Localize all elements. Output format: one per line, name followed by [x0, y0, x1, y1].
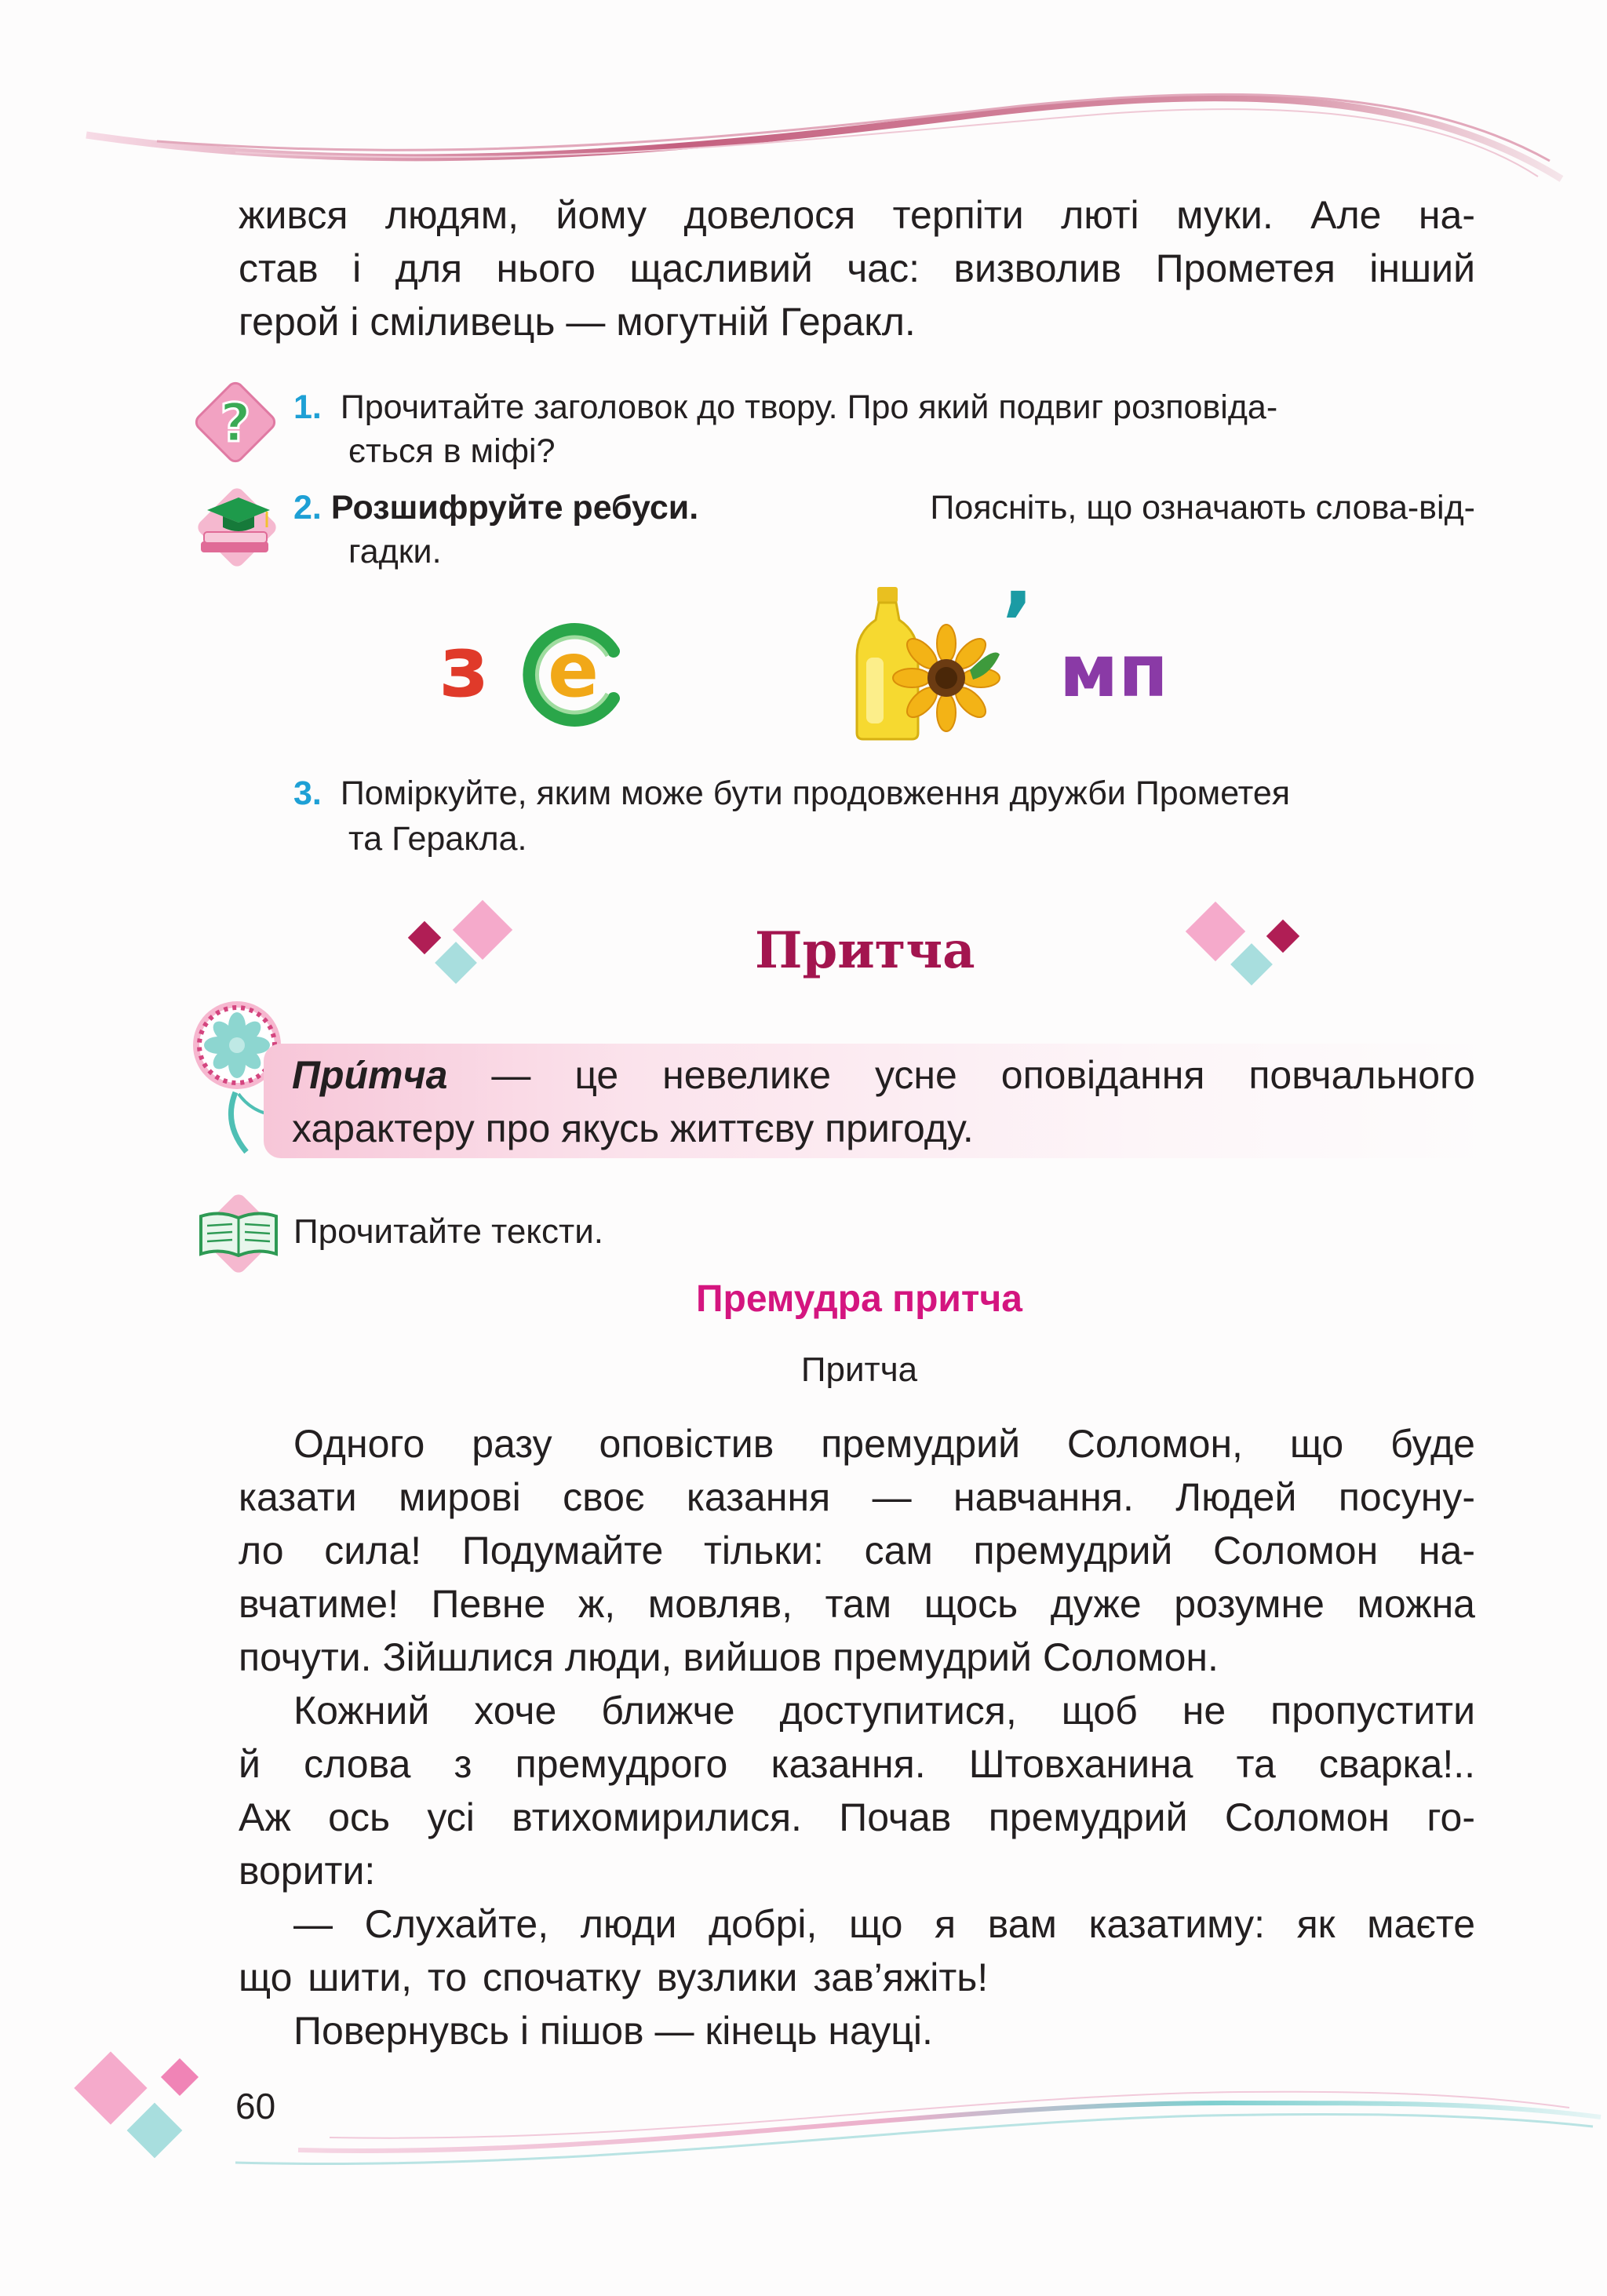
story-line-5: почути. Зійшлися люди, вийшов премудрий Соломон.	[239, 1635, 1219, 1679]
story-line-9: ворити:	[239, 1849, 376, 1893]
section-title: Притча	[755, 921, 975, 980]
open-book-icon	[191, 1186, 286, 1281]
story-line-6: Кожний хоче ближче доступитися, щоб не пропустити	[293, 1689, 1475, 1733]
rebus-1-circle-letter: е	[548, 626, 599, 714]
rebus-2-letters: мп	[1059, 629, 1168, 713]
question-1-text: Прочитайте заголовок до твору. Про який подвиг розповіда-	[340, 388, 1278, 426]
rebus-2	[847, 574, 1208, 742]
question-1-number: 1.	[293, 388, 322, 426]
intro-line-1: жився людям, йому довелося терпіти люті муки. Але на-	[239, 193, 1475, 237]
question-2-line-2: гадки.	[348, 533, 442, 570]
story-line-10: — Слухайте, люди добрі, що я вам казатиму: як маєте	[293, 1902, 1475, 1946]
question-2-bold: Розшифруйте ребуси.	[330, 489, 699, 527]
top-swoosh	[0, 0, 1607, 204]
rebus-1	[439, 620, 643, 730]
question-3	[293, 771, 1290, 816]
question-mark-icon	[188, 375, 282, 471]
rebus-2-apostrophe: ’	[1001, 574, 1034, 674]
story-line-12: Повернувсь і пішов — кінець науці.	[293, 2009, 933, 2053]
intro-line-3: герой і сміливець — могутній Геракл.	[239, 300, 916, 344]
question-3-text: Поміркуйте, яким може бути продовження дружби Прометея	[340, 774, 1291, 812]
question-3-line-2: та Геракла.	[348, 820, 527, 858]
question-2	[293, 485, 1475, 530]
page-number: 60	[235, 2086, 276, 2127]
svg-text:?: ?	[220, 392, 251, 454]
definition-line-2: характеру про якусь життєву пригоду.	[292, 1106, 974, 1150]
intro-line-2: став і для нього щасливий час: визволив Прометея інший	[239, 246, 1475, 290]
story-line-2: казати мирові своє казання — навчання. Людей посуну-	[239, 1475, 1475, 1519]
story-line-1: Одного разу оповістив премудрий Соломон, що буде	[293, 1422, 1475, 1466]
sunflower-icon	[891, 623, 1001, 733]
question-2-number: 2.	[293, 489, 322, 527]
reading-task: Прочитайте тексти.	[293, 1212, 603, 1251]
story-line-4: вчатиме! Певне ж, мовляв, там щось дуже розумне можна	[239, 1582, 1475, 1626]
rebus-1-letter: з	[439, 618, 489, 716]
question-1-line-2: ється в міфі?	[348, 432, 556, 470]
story-line-7: й слова з премудрого казання. Штовханина та сварка!..	[239, 1742, 1475, 1786]
bottom-swoosh	[0, 2056, 1607, 2181]
story-line-8: Аж ось усі втихомирилися. Почав премудрий Соломон го-	[239, 1795, 1475, 1839]
diamond-decor	[1266, 920, 1299, 953]
diamond-decor	[1186, 902, 1245, 961]
question-1	[293, 384, 1277, 430]
question-2-text: Поясніть, що означають слова-від-	[930, 489, 1475, 527]
story-line-3: ло сила! Подумайте тільки: сам премудрий Соломон на-	[239, 1529, 1475, 1573]
definition-line-1	[292, 1048, 1475, 1102]
graduation-cap-icon	[190, 480, 284, 574]
diamond-decor	[408, 921, 441, 954]
definition-term: При́тча	[292, 1053, 448, 1097]
story-line-11: що шити, то спочатку вузлики зав’яжіть!	[239, 1955, 989, 1999]
diamond-decor	[1230, 943, 1273, 986]
story-title: Премудра притча	[696, 1278, 1022, 1320]
story-genre: Притча	[800, 1350, 918, 1389]
definition-text: — це невелике усне оповідання повчального	[447, 1053, 1475, 1097]
question-3-number: 3.	[293, 774, 322, 812]
